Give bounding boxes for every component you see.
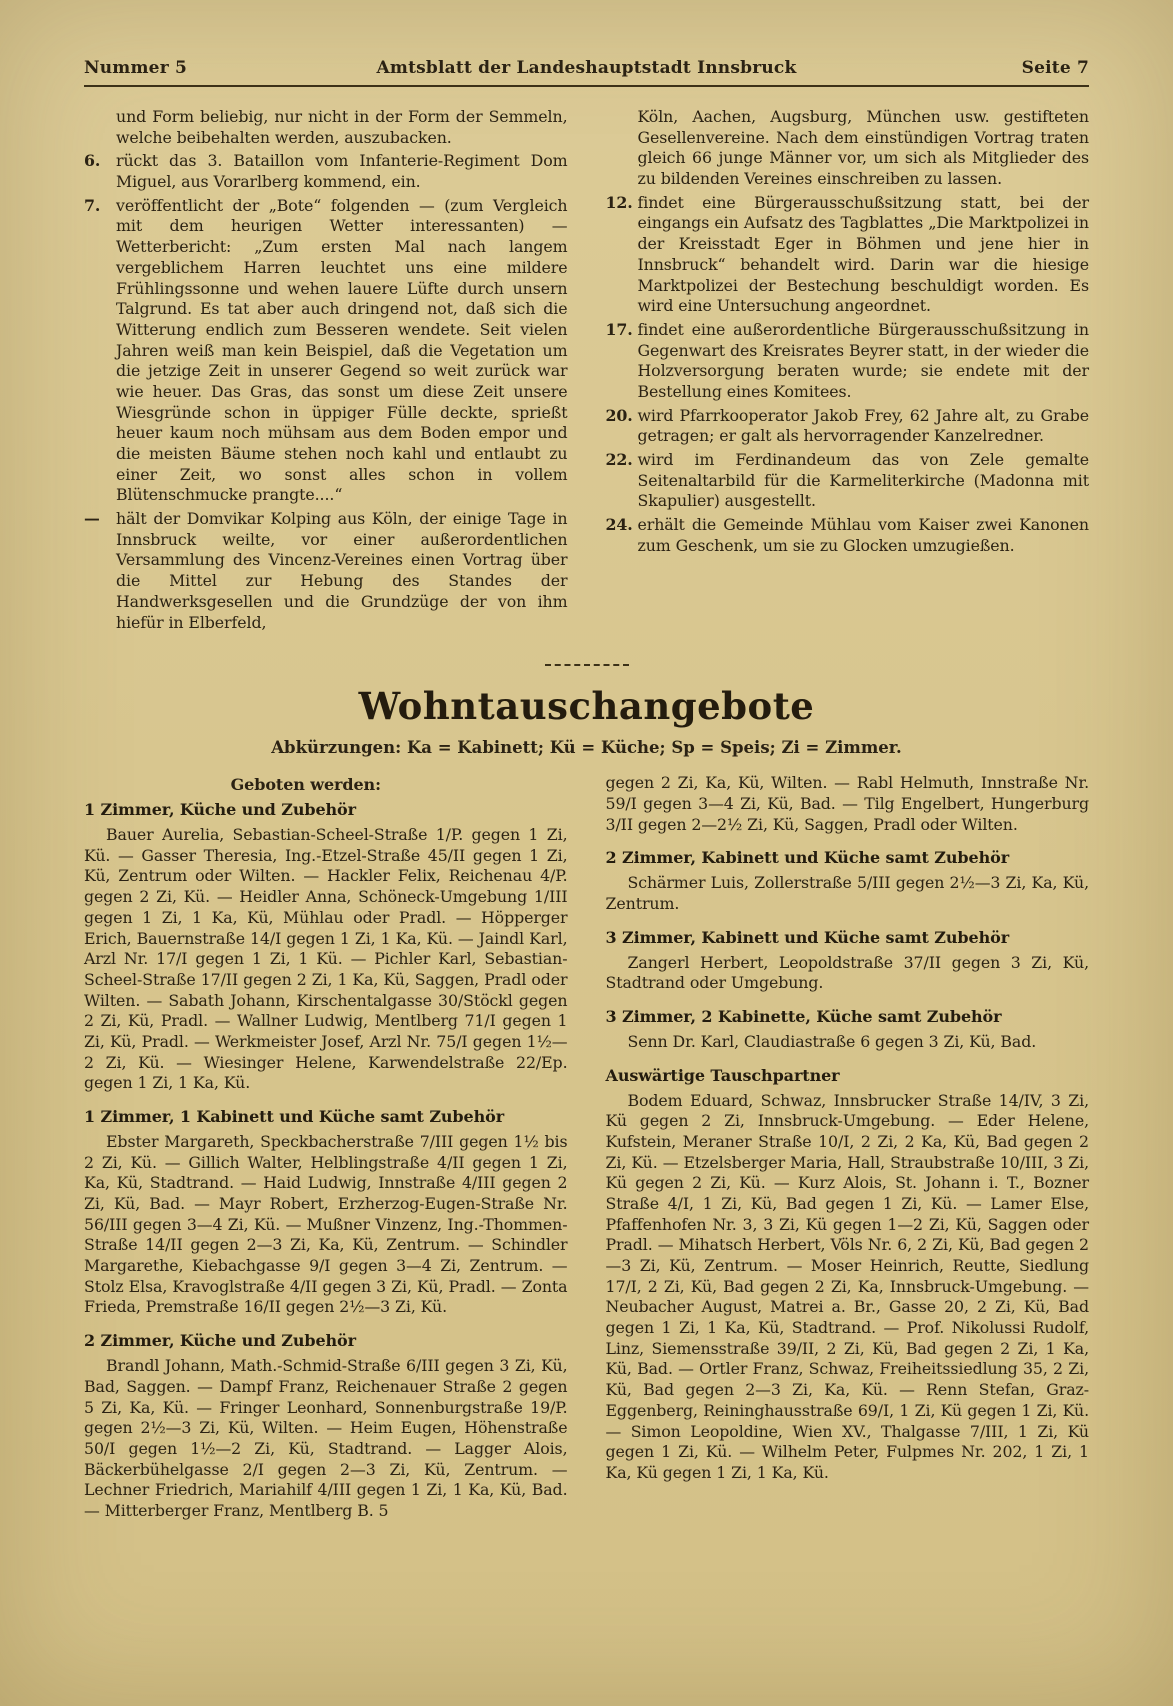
chronicle-entry [84,509,568,633]
entry-text: erhält die Gemeinde Mühlau vom Kaiser zwei Kanonen zum Geschenk, um sie zu Glocken umzugießen. [637,515,1089,555]
listing-paragraph: Ebster Margareth, Speckbacherstraße 7/III gegen 1½ bis 2 Zi, Kü. — Gillich Walter, Helblingstraße 4/II gegen 1 Zi, Ka, Kü, Stadtrand. — Haid Ludwig, Innstraße 4/III gegen 2 Zi, Kü, Bad. — Mayr Robert, Erzherzog-Eugen-Straße Nr. 56/III gegen 3—4 Zi, Kü. — Mußner Vinzenz, Ing.-Thommen-Straße 14/II gegen 2—3 Zi, Ka, Kü, Zentrum. — Schindler Margarethe, Kiebachgasse 9/I gegen 3—4 Zi, Zentrum. — Stolz Elsa, Kravoglstraße 4/II gegen 3 Zi, Kü, Pradl. — Zonta Frieda, Premstraße 16/II gegen 2½—3 Zi, Kü. [84,1131,568,1317]
running-head [84,58,1089,78]
entry-text: hält der Domvikar Kolping aus Köln, der einige Tage in Innsbruck weilte, vor einer außerordentlichen Versammlung des Vincenz-Vereines einen Vortrag über die Mittel zur Hebung des Standes der Handwerksgesellen und die Grundzüge der von ihm hiefür in Elberfeld, [116,509,568,632]
section-title: Wohntauschangebote [358,684,815,729]
listing-paragraph: Schärmer Luis, Zollerstraße 5/III gegen 2½—3 Zi, Ka, Kü, Zentrum. [605,873,1089,913]
exchange-left-column [84,773,568,1523]
journal-title: Amtsblatt der Landeshauptstadt Innsbruck [376,58,797,78]
listing-paragraph: Senn Dr. Karl, Claudiastraße 6 gegen 3 Zi, Kü, Bad. [627,1031,1037,1051]
listing-paragraph: Zangerl Herbert, Leopoldstraße 37/II gegen 3 Zi, Kü, Stadtrand oder Umgebung. [605,952,1089,993]
entry-marker [606,107,638,190]
entry-text: veröffentlicht der „Bote“ folgenden — (zum Vergleich mit dem heurigen Wetter interessanten) — Wetterbericht: „Zum ersten Mal nach langem vergeblichem Harren leuchtet uns eine mildere Frühlingssonne und wehen lauere Lüfte durch unsern Talgrund. Es tat aber auch dringend not, daß sich die Witterung endlich zum Besseren wendete. Seit vielen Jahren weiß man kein Beispiel, daß die Vegetation um die jetzige Zeit in unserer Gegend so weit zurück war wie heuer. Das Gras, das sonst um diese Zeit unsere Wiesgründe schon in üppiger Fülle deckte, sprießt heuer kaum noch mühsam aus dem Boden empor und die meisten Bäume stehen noch kahl und entlaubt zu einer Zeit, wo sonst alles schon in vollem Blütenschmucke prangte....“ [116,195,568,505]
entry-text: wird im Ferdinandeum das von Zele gemalte Seitenaltarbild für die Karmeliterkirche (Madonna mit Skapulier) ausgestellt. [637,450,1089,511]
category-heading: 2 Zimmer, Kabinett und Küche samt Zubehör [605,848,1010,868]
entry-marker: 20. [605,405,633,425]
chronicle-entry [84,151,568,192]
entry-marker: 7. [84,195,101,215]
entry-marker: 17. [605,319,633,339]
chronicle-left-column [84,107,568,636]
entry-text: rückt das 3. Bataillon vom Infanterie-Regiment Dom Miguel, aus Vorarlberg kommend, ein. [116,151,568,192]
chronicle-entry [606,515,1090,556]
chronicle-entry [606,320,1090,403]
entry-text: wird Pfarrkooperator Jakob Frey, 62 Jahre alt, zu Grabe getragen; er galt als hervorragender Kanzelredner. [637,405,1089,446]
category-heading: 1 Zimmer, Küche und Zubehör [84,800,356,820]
chronicle-columns [84,107,1089,636]
exchange-columns [84,773,1089,1523]
chronicle-entry [606,193,1090,317]
chronicle-entry [606,107,1090,190]
category-heading: 3 Zimmer, Kabinett und Küche samt Zubehör [605,927,1010,947]
entry-text: und Form beliebig, nur nicht in der Form der Semmeln, welche beibehalten werden, auszubacken. [116,107,568,147]
entry-marker: 6. [84,151,101,171]
category-heading: Auswärtige Tauschpartner [605,1065,840,1085]
entry-text: findet eine Bürgerausschußsitzung statt, bei der eingangs ein Aufsatz des Tagblattes „Die Marktpolizei in der Kreisstadt Eger in Böhmen und jene hier in Innsbruck“ behandelt wird. Darin war die hiesige Marktpolizei der Bestechung beschuldigt worden. Es wird eine Untersuchung angeordnet. [637,192,1089,316]
page-number: Seite 7 [1021,58,1089,78]
abbreviations-line: Abkürzungen: Ka = Kabinett; Kü = Küche; Sp = Speis; Zi = Zimmer. [271,738,902,758]
header-rule [84,85,1089,87]
chronicle-entry [84,196,568,506]
listing-paragraph: Brandl Johann, Math.-Schmid-Straße 6/III gegen 3 Zi, Kü, Bad, Saggen. — Dampf Franz, Reichenauer Straße 2 gegen 5 Zi, Ka, Kü. — Fringer Leonhard, Sonnenburgstraße 19/P. gegen 2½—3 Zi, Kü, Wilten. — Heim Eugen, Höhenstraße 50/I gegen 1½—2 Zi, Kü, Stadtrand. — Lagger Alois, Bäckerbühelgasse 2/I gegen 2—3 Zi, Kü, Zentrum. — Lechner Friedrich, Mariahilf 4/III gegen 1 Zi, 1 Ka, Kü, Bad. — Mitterberger Franz, Mentlberg B. 5 [84,1356,568,1520]
listing-continuation: gegen 2 Zi, Ka, Kü, Wilten. — Rabl Helmuth, Innstraße Nr. 59/I gegen 3—4 Zi, Kü, Bad. — Tilg Engelbert, Hungerburg 3/II gegen 2—2½ Zi, Kü, Saggen, Pradl oder Wilten. [605,773,1089,834]
entry-marker: 24. [605,515,633,535]
entry-marker [84,107,116,148]
category-heading: 1 Zimmer, 1 Kabinett und Küche samt Zubehör [84,1107,505,1127]
chronicle-right-column [606,107,1090,636]
section-divider [545,664,629,666]
entry-text: Köln, Aachen, Augsburg, München usw. gestifteten Gesellenvereine. Nach dem einstündigen Vortrag traten gleich 66 junge Männer vor, um sich als Mitglieder des zu bildenden Vereines einschreiben zu lassen. [637,107,1089,189]
issue-number: Nummer 5 [84,58,187,78]
category-heading: 3 Zimmer, 2 Kabinette, Küche samt Zubehör [605,1006,1002,1026]
category-heading: 2 Zimmer, Küche und Zubehör [84,1331,356,1351]
chronicle-entry [606,450,1090,512]
entry-marker: 12. [605,192,633,212]
entry-text: findet eine außerordentliche Bürgerausschußsitzung in Gegenwart des Kreisrates Beyrer statt, in der wieder die Holzversorgung beraten wurde; sie endete mit der Bestellung eines Komitees. [637,319,1089,401]
entry-marker: — [84,509,100,529]
listing-paragraph: Bauer Aurelia, Sebastian-Scheel-Straße 1/P. gegen 1 Zi, Kü. — Gasser Theresia, Ing.-Etzel-Straße 45/II gegen 1 Zi, Kü, Zentrum oder Wilten. — Hackler Felix, Reichenau 4/P. gegen 2 Zi, Kü. — Heidler Anna, Schöneck-Umgebung 1/III gegen 1 Zi, 1 Ka, Kü, Mühlau oder Pradl. — Höpperger Erich, Bauernstraße 14/I gegen 1 Zi, 1 Ka, Kü. — Jaindl Karl, Arzl Nr. 17/I gegen 1 Zi, 1 Kü. — Pichler Karl, Sebastian-Scheel-Straße 17/II gegen 2 Zi, 1 Ka, Kü, Saggen, Pradl oder Wilten. — Sabath Johann, Kirschentalgasse 30/Stöckl gegen 2 Zi, Kü, Pradl. — Wallner Ludwig, Mentlberg 71/I gegen 1 Zi, Kü, Pradl. — Werkmeister Josef, Arzl Nr. 75/I gegen 1½—2 Zi, Kü. — Wiesinger Helene, Karwendelstraße 22/Ep. gegen 1 Zi, 1 Ka, Kü. [84,825,568,1093]
chronicle-entry [84,107,568,148]
entry-marker: 22. [605,450,633,469]
offered-label: Geboten werden: [230,775,381,795]
listing-paragraph: Bodem Eduard, Schwaz, Innsbrucker Straße 14/IV, 3 Zi, Kü gegen 2 Zi, Innsbruck-Umgebung. — Eder Helene, Kufstein, Meraner Straße 10/I, 2 Zi, 2 Ka, Kü, Bad gegen 2 Zi, Kü. — Etzelsberger Maria, Hall, Straubstraße 10/III, 3 Zi, Kü gegen 2 Zi, Kü. — Kurz Alois, St. Johann i. T., Bozner Straße 4/I, 1 Zi, Kü, Bad gegen 1 Zi, Kü. — Lamer Else, Pfaffenhofen Nr. 3, 3 Zi, Kü gegen 1—2 Zi, Kü, Saggen oder Pradl. — Mihatsch Herbert, Völs Nr. 6, 2 Zi, Kü, Bad gegen 2—3 Zi, Kü, Zentrum. — Moser Heinrich, Reutte, Siedlung 17/I, 2 Zi, Kü, Bad gegen 2 Zi, Ka, Innsbruck-Umgebung. — Neubacher August, Matrei a. Br., Gasse 20, 2 Zi, Kü, Bad gegen 1 Zi, 1 Ka, Kü, Stadtrand. — Prof. Nikolussi Rudolf, Linz, Siemensstraße 39/II, 2 Zi, Kü, Bad gegen 2 Zi, 1 Ka, Kü, Bad. — Ortler Franz, Schwaz, Freiheitssiedlung 35, 2 Zi, Kü, Bad gegen 2—3 Zi, Ka, Kü. — Renn Stefan, Graz-Eggenberg, Reininghausstraße 69/I, 1 Zi, Kü gegen 1 Zi, Kü. — Simon Leopoldine, Wien XV., Thalgasse 7/III, 1 Zi, Kü gegen 1 Zi, Kü. — Wilhelm Peter, Fulpmes Nr. 202, 1 Zi, 1 Ka, Kü gegen 1 Zi, 1 Ka, Kü. [605,1090,1089,1482]
chronicle-entry [606,406,1090,447]
exchange-right-column [606,773,1090,1523]
